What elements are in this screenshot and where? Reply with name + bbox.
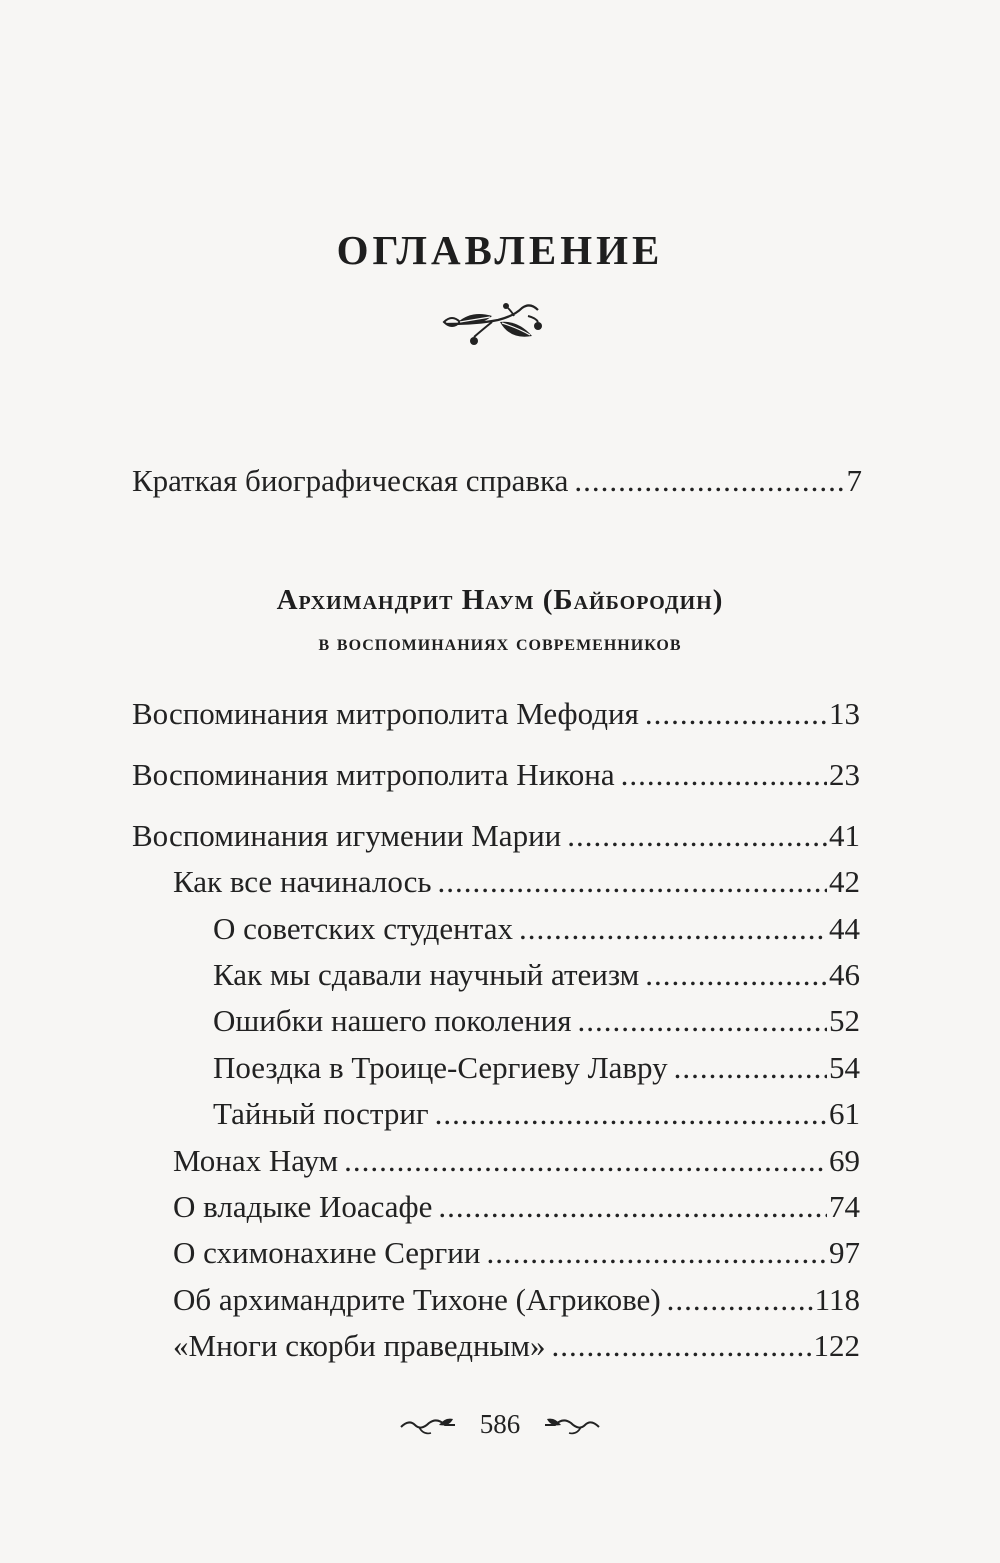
toc-entry-page: 7 bbox=[846, 463, 862, 498]
toc-entry[interactable] bbox=[132, 755, 860, 795]
toc-entry[interactable] bbox=[132, 694, 860, 734]
toc-entry-page: 42 bbox=[829, 864, 860, 899]
leaf-sprig-ornament-icon bbox=[438, 300, 558, 360]
toc-leader-dots bbox=[578, 1001, 827, 1041]
toc-entry[interactable] bbox=[213, 1094, 860, 1134]
toc-entry-label: О владыке Иоасафе bbox=[173, 1189, 433, 1224]
toc-entry-label: О советских студентах bbox=[213, 911, 513, 946]
toc-entry-page: 118 bbox=[814, 1282, 860, 1317]
toc-entry-label: Как мы сдавали научный атеизм bbox=[213, 957, 640, 992]
toc-entry-page: 23 bbox=[829, 757, 860, 792]
toc-leader-dots bbox=[574, 461, 844, 501]
page-footer bbox=[0, 1407, 1000, 1440]
toc-entry-label: Тайный постриг bbox=[213, 1096, 429, 1131]
toc-entry-label: О схимонахине Сергии bbox=[173, 1235, 481, 1270]
toc-entry-page: 97 bbox=[829, 1235, 860, 1270]
toc-entry[interactable] bbox=[213, 1048, 860, 1088]
toc-entry-label: Монах Наум bbox=[173, 1143, 339, 1178]
section-subtitle: в воспоминаниях современников bbox=[318, 630, 682, 655]
toc-leader-dots bbox=[667, 1280, 813, 1320]
left-flourish-icon bbox=[399, 1413, 459, 1437]
toc-entry-label: Об архимандрите Тихоне (Агрикове) bbox=[173, 1282, 661, 1317]
toc-leader-dots bbox=[621, 755, 827, 795]
toc-entry[interactable] bbox=[173, 1326, 860, 1366]
page-title: ОГЛАВЛЕНИЕ bbox=[336, 227, 664, 273]
toc-entry-page: 13 bbox=[829, 696, 860, 731]
toc-entry-label: Поездка в Троице-Сергиеву Лавру bbox=[213, 1050, 668, 1085]
toc-entry-page: 46 bbox=[829, 957, 860, 992]
toc-leader-dots bbox=[438, 1187, 827, 1227]
toc-entry-label: Краткая биографическая справка bbox=[132, 463, 569, 498]
toc-entry-page: 122 bbox=[813, 1328, 860, 1363]
toc-leader-dots bbox=[519, 909, 827, 949]
toc-leader-dots bbox=[645, 955, 827, 995]
toc-entry[interactable] bbox=[213, 909, 860, 949]
toc-entry-label: Как все начиналось bbox=[173, 864, 432, 899]
toc-entry-page: 74 bbox=[829, 1189, 860, 1224]
toc-entry[interactable] bbox=[213, 955, 860, 995]
toc-entry-label: Воспоминания митрополита Никона bbox=[132, 757, 615, 792]
page-number: 586 bbox=[479, 1409, 521, 1440]
toc-leader-dots bbox=[645, 694, 827, 734]
toc-entry-label: Ошибки нашего поколения bbox=[213, 1003, 572, 1038]
toc-entry[interactable] bbox=[173, 1233, 860, 1273]
toc-entry-page: 44 bbox=[829, 911, 860, 946]
toc-entry-label: Воспоминания игумении Марии bbox=[132, 818, 562, 853]
toc-leader-dots bbox=[438, 862, 828, 902]
toc-entry[interactable] bbox=[132, 816, 860, 856]
toc-leader-dots bbox=[567, 816, 827, 856]
section-title: Архимандрит Наум (Байбородин) bbox=[276, 584, 724, 616]
toc-leader-dots bbox=[435, 1094, 827, 1134]
toc-entry[interactable] bbox=[173, 862, 860, 902]
toc-entry-page: 61 bbox=[829, 1096, 860, 1131]
right-flourish-icon bbox=[541, 1413, 601, 1437]
toc-entry-label: Воспоминания митрополита Мефодия bbox=[132, 696, 639, 731]
toc-entry-page: 69 bbox=[829, 1143, 860, 1178]
toc-entry[interactable] bbox=[173, 1280, 860, 1320]
toc-leader-dots bbox=[552, 1326, 812, 1366]
toc-entry-page: 52 bbox=[829, 1003, 860, 1038]
toc-entry[interactable] bbox=[173, 1141, 860, 1181]
toc-leader-dots bbox=[486, 1233, 827, 1273]
toc-entry-page: 54 bbox=[829, 1050, 860, 1085]
toc-entry-page: 41 bbox=[829, 818, 860, 853]
toc-entry-label: «Многи скорби праведным» bbox=[173, 1328, 546, 1363]
toc-leader-dots bbox=[344, 1141, 827, 1181]
toc-entry-intro[interactable] bbox=[132, 461, 862, 501]
toc-leader-dots bbox=[674, 1048, 827, 1088]
toc-entry[interactable] bbox=[173, 1187, 860, 1227]
toc-entry[interactable] bbox=[213, 1001, 860, 1041]
